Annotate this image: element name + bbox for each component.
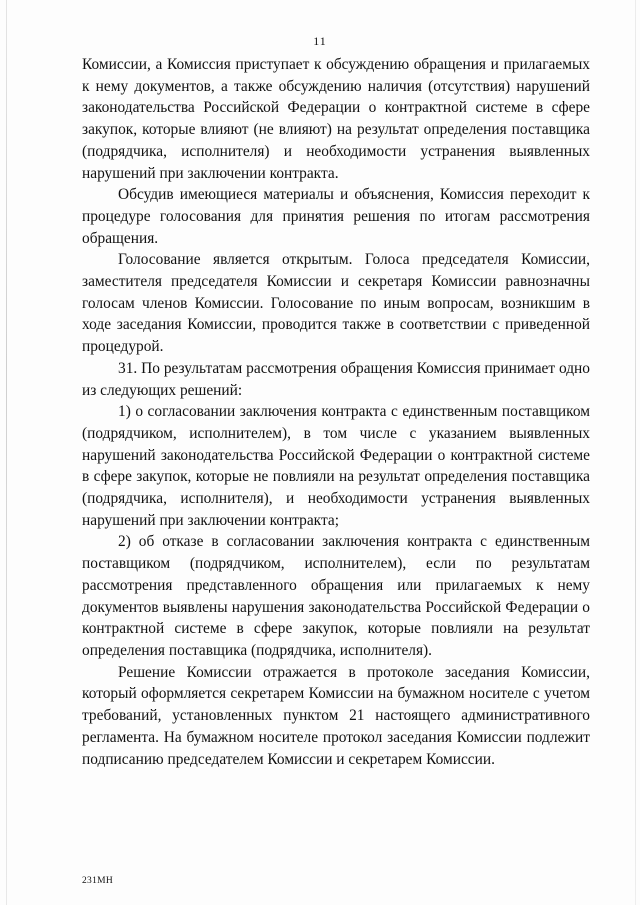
paragraph-item-31: 31. По результатам рассмотрения обращения Комиссия принимает одно из следующих решений: bbox=[82, 359, 590, 399]
page-number: 11 bbox=[313, 34, 327, 48]
footer-document-code: 231МН bbox=[82, 876, 114, 886]
paragraph-protocol: Решение Комиссии отражается в протоколе заседания Комиссии, который оформляется секретарем Комиссии на бумажном носителе с учетом требований, установленных пунктом 21 настоящего административного регламента. На бумажном носителе протокол заседания Комиссии подлежит подписанию председателем Комиссии и секретарем Комиссии. bbox=[82, 663, 590, 768]
scan-edge-right bbox=[635, 0, 636, 905]
scan-edge-left bbox=[6, 0, 7, 905]
paragraph-voting: Голосование является открытым. Голоса председателя Комиссии, заместителя председателя Комиссии и секретаря Комиссии равнозначны голосам членов Комиссии. Голосование по иным вопросам, возникшим в ходе заседания Комиссии, проводится также в соответствии с приведенной процедурой. bbox=[82, 251, 590, 356]
paragraph-decision-1: 1) о согласовании заключения контракта с единственным поставщиком (подрядчиком, исполнителем), в том числе с указанием выявленных нарушений законодательства Российской Федерации о контрактной системе в сфере закупок, которые не повлияли на результат определения поставщика (подрядчика, исполнителя), и необходимости устранения выявленных нарушений при заключении контракта; bbox=[82, 403, 590, 529]
paragraph-decision-2: 2) об отказе в согласовании заключения контракта с единственным поставщиком (подрядчиком, исполнителем), если по результатам рассмотрения представленного обращения или прилагаемых к нему документов выявлены нарушения законодательства Российской Федерации о контрактной системе в сфере закупок, которые повлияли на результат определения поставщика (подрядчика, исполнителя). bbox=[82, 533, 590, 659]
document-body bbox=[82, 54, 590, 770]
paragraph-discussion: Обсудив имеющиеся материалы и объяснения, Комиссия переходит к процедуре голосования для принятия решения по итогам рассмотрения обращения. bbox=[82, 186, 590, 247]
paragraph-continuation: Комиссии, а Комиссия приступает к обсуждению обращения и прилагаемых к нему документов, а также обсуждению наличия (отсутствия) нарушений законодательства Российской Федерации о контрактной системе в сфере закупок, которые влияют (не влияют) на результат определения поставщика (подрядчика, исполнителя) и необходимости устранения выявленных нарушений при заключении контракта. bbox=[82, 56, 590, 182]
